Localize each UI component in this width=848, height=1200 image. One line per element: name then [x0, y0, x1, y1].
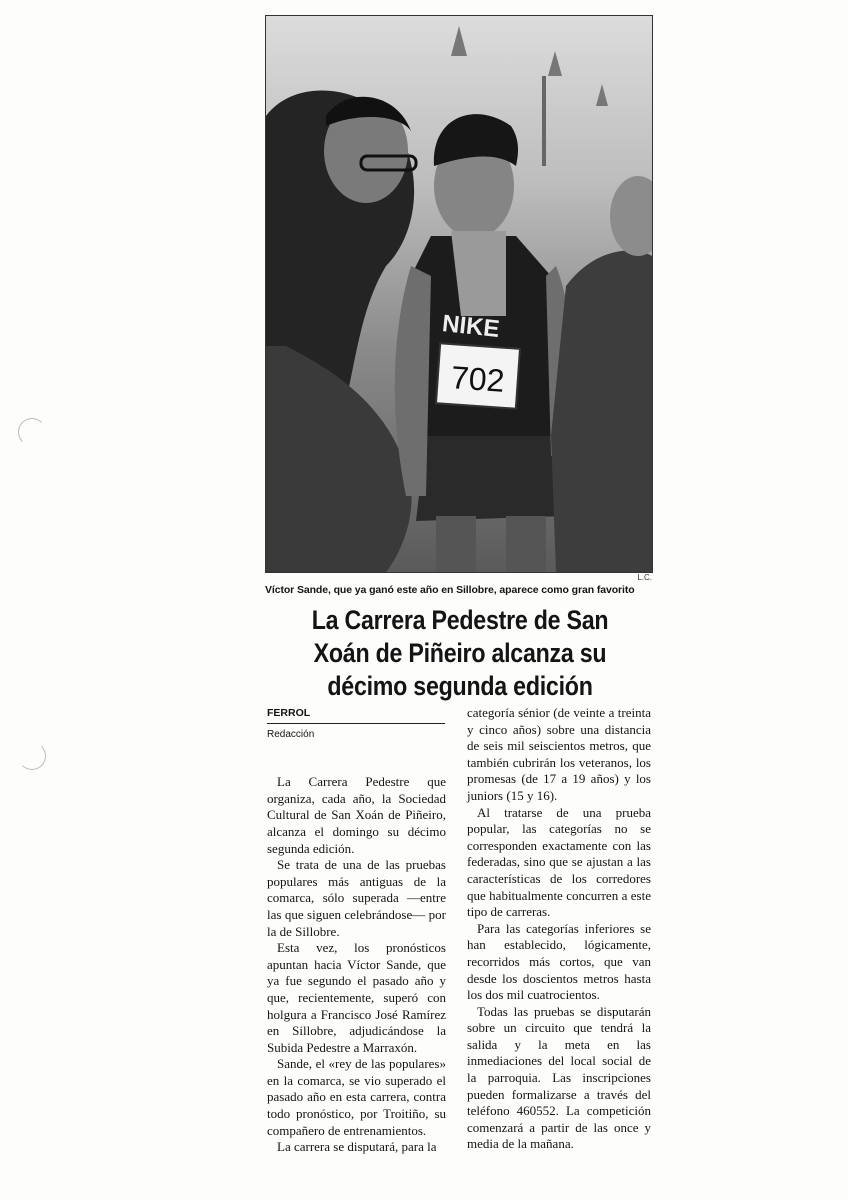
headline-line: La Carrera Pedestre de San [311, 605, 609, 635]
paragraph: La carrera se disputará, para la [277, 1139, 437, 1155]
punch-hole-mark [18, 418, 46, 446]
paragraph: Para las categorías inferiores se han establecido, lógicamente, recorridos más cortos, que van desde los doscientos metros hasta los dos mil cuatrocientos. [467, 920, 651, 1003]
paragraph: La Carrera Pedestre que organiza, cada año, la Sociedad Cultural de San Xoán de Piñeiro, alcanza el domingo su décimo segunda edición. [267, 774, 446, 856]
headline-line: décimo segunda edición [327, 671, 593, 701]
runner-shorts [416, 436, 566, 521]
headline-line: Xoán de Piñeiro alcanza su [313, 638, 607, 668]
runner-photo [266, 16, 652, 572]
headline [279, 604, 640, 703]
nike-logo: NIKE [440, 310, 501, 343]
paragraph: Esta vez, los pronósticos apuntan hacia Víctor Sande, que ya fue segundo el pasado año y que, recientemente, superó con holgura a Francisco José Ramírez en Sillobre, adjudicándose la Subida Pedestre a Marraxón. [267, 940, 446, 1055]
paragraph: Sande, el «rey de las populares» en la comarca, se vio superado el pasado año en esta carrera, contra todo pronóstico, por Troitiño, su compañero de entrenamientos. [267, 1056, 446, 1138]
article-column-left [267, 705, 446, 1156]
article-column-right [467, 705, 651, 1153]
paragraph: Se trata de una de las pruebas populares más antiguas de la comarca, sólo superada —entre las que siguen celebrándose— por la de Sillobre. [267, 857, 446, 939]
man-right-jacket [551, 250, 652, 572]
dateline: FERROL [267, 705, 445, 724]
byline: Redacción [267, 728, 315, 740]
paragraph: Al tratarse de una prueba popular, las categorías no se corresponden exactamente con las federadas, sino que se ajustan a las características de los corredores que habitualmente concurren a este tipo de carreras. [467, 804, 651, 920]
bib-number: 702 [449, 359, 506, 399]
photo-caption: Víctor Sande, que ya ganó este año en Sillobre, aparece como gran favorito [265, 584, 635, 596]
news-photo [265, 15, 653, 573]
photo-credit: L.C. [637, 573, 652, 582]
paragraph: Todas las pruebas se disputarán sobre un circuito que tendrá la salida y la meta en las inmediaciones del local social de la parroquia. Las inscripciones pueden formalizarse a través del teléfono 460552. La competición comenzará a partir de las once y media de la mañana. [467, 1003, 651, 1152]
punch-hole-mark [18, 742, 46, 770]
paragraph: categoría sénior (de veinte a treinta y cinco años) sobre una distancia de seis mil seiscientos metros, que también cubrirán los veteranos, los promesas (de 17 a 19 años) y los juniors (15 y 16). [467, 705, 651, 803]
